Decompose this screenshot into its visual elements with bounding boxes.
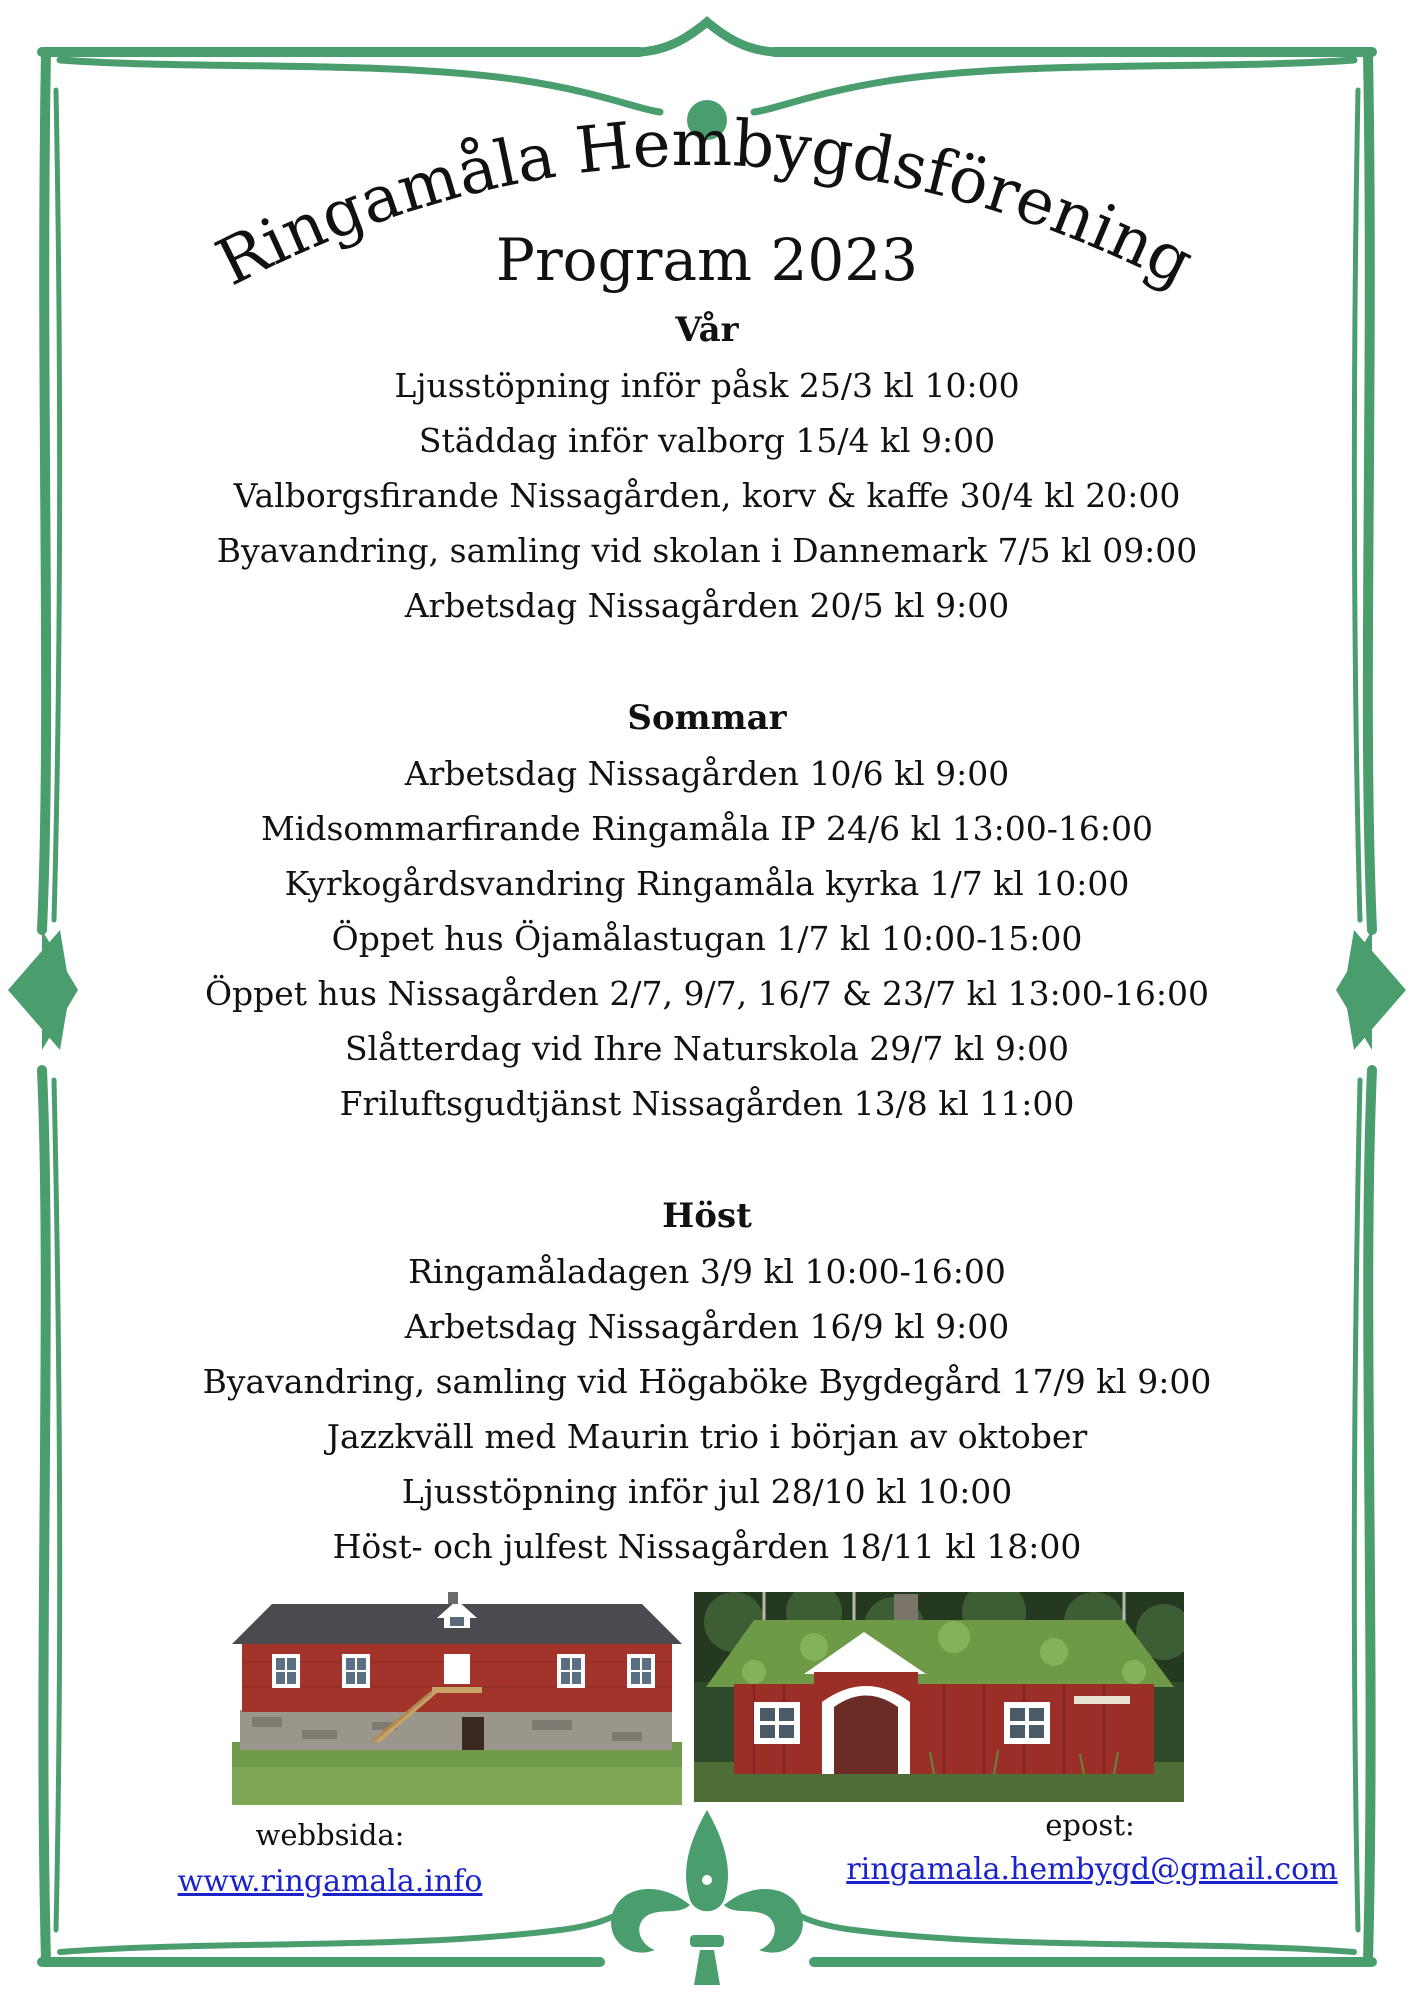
section-heading-host: Höst xyxy=(662,1196,752,1236)
list-item: Valborgsfirande Nissagården, korv & kaffe 30/4 kl 20:00 xyxy=(233,476,1181,515)
list-item: Städdag inför valborg 15/4 kl 9:00 xyxy=(418,421,996,460)
page-subtitle: Program 2023 xyxy=(495,226,919,294)
title-block xyxy=(0,0,1414,330)
list-item: Höst- och julfest Nissagården 18/11 kl 18:00 xyxy=(332,1527,1082,1566)
section-heading-sommar: Sommar xyxy=(627,698,787,738)
page-title: Ringamåla Hembygdsförening xyxy=(205,106,1205,301)
event-list-sommar xyxy=(0,746,1414,1131)
photo-nissagarden-house xyxy=(232,1592,682,1805)
list-item: Byavandring, samling vid Högaböke Bygdegård 17/9 kl 9:00 xyxy=(202,1362,1212,1401)
list-item: Kyrkogårdsvandring Ringamåla kyrka 1/7 kl 10:00 xyxy=(284,864,1130,903)
list-item: Midsommarfirande Ringamåla IP 24/6 kl 13:00-16:00 xyxy=(260,809,1153,848)
website-link[interactable]: www.ringamala.info xyxy=(177,1864,483,1899)
list-item: Friluftsgudtjänst Nissagården 13/8 kl 11:00 xyxy=(339,1084,1075,1123)
list-item: Ljusstöpning inför jul 28/10 kl 10:00 xyxy=(401,1472,1013,1511)
event-list-var xyxy=(0,358,1414,633)
event-list-host xyxy=(0,1244,1414,1574)
website-label: webbsida: xyxy=(255,1818,405,1852)
photo-ojamalastugan-cottage xyxy=(694,1592,1184,1802)
section-heading-var: Vår xyxy=(675,310,739,350)
email-label: epost: xyxy=(1045,1808,1135,1842)
list-item: Öppet hus Nissagården 2/7, 9/7, 16/7 & 23/7 kl 13:00-16:00 xyxy=(204,974,1210,1013)
list-item: Arbetsdag Nissagården 20/5 kl 9:00 xyxy=(404,586,1010,625)
list-item: Jazzkväll med Maurin trio i början av oktober xyxy=(326,1417,1088,1456)
list-item: Öppet hus Öjamålastugan 1/7 kl 10:00-15:00 xyxy=(331,919,1083,958)
list-item: Arbetsdag Nissagården 10/6 kl 9:00 xyxy=(404,754,1010,793)
list-item: Arbetsdag Nissagården 16/9 kl 9:00 xyxy=(404,1307,1010,1346)
email-link[interactable]: ringamala.hembygd@gmail.com xyxy=(846,1852,1338,1887)
list-item: Slåtterdag vid Ihre Naturskola 29/7 kl 9:00 xyxy=(344,1029,1070,1068)
list-item: Ljusstöpning inför påsk 25/3 kl 10:00 xyxy=(394,366,1020,405)
list-item: Ringamåladagen 3/9 kl 10:00-16:00 xyxy=(408,1252,1006,1291)
list-item: Byavandring, samling vid skolan i Dannemark 7/5 kl 09:00 xyxy=(216,531,1198,570)
